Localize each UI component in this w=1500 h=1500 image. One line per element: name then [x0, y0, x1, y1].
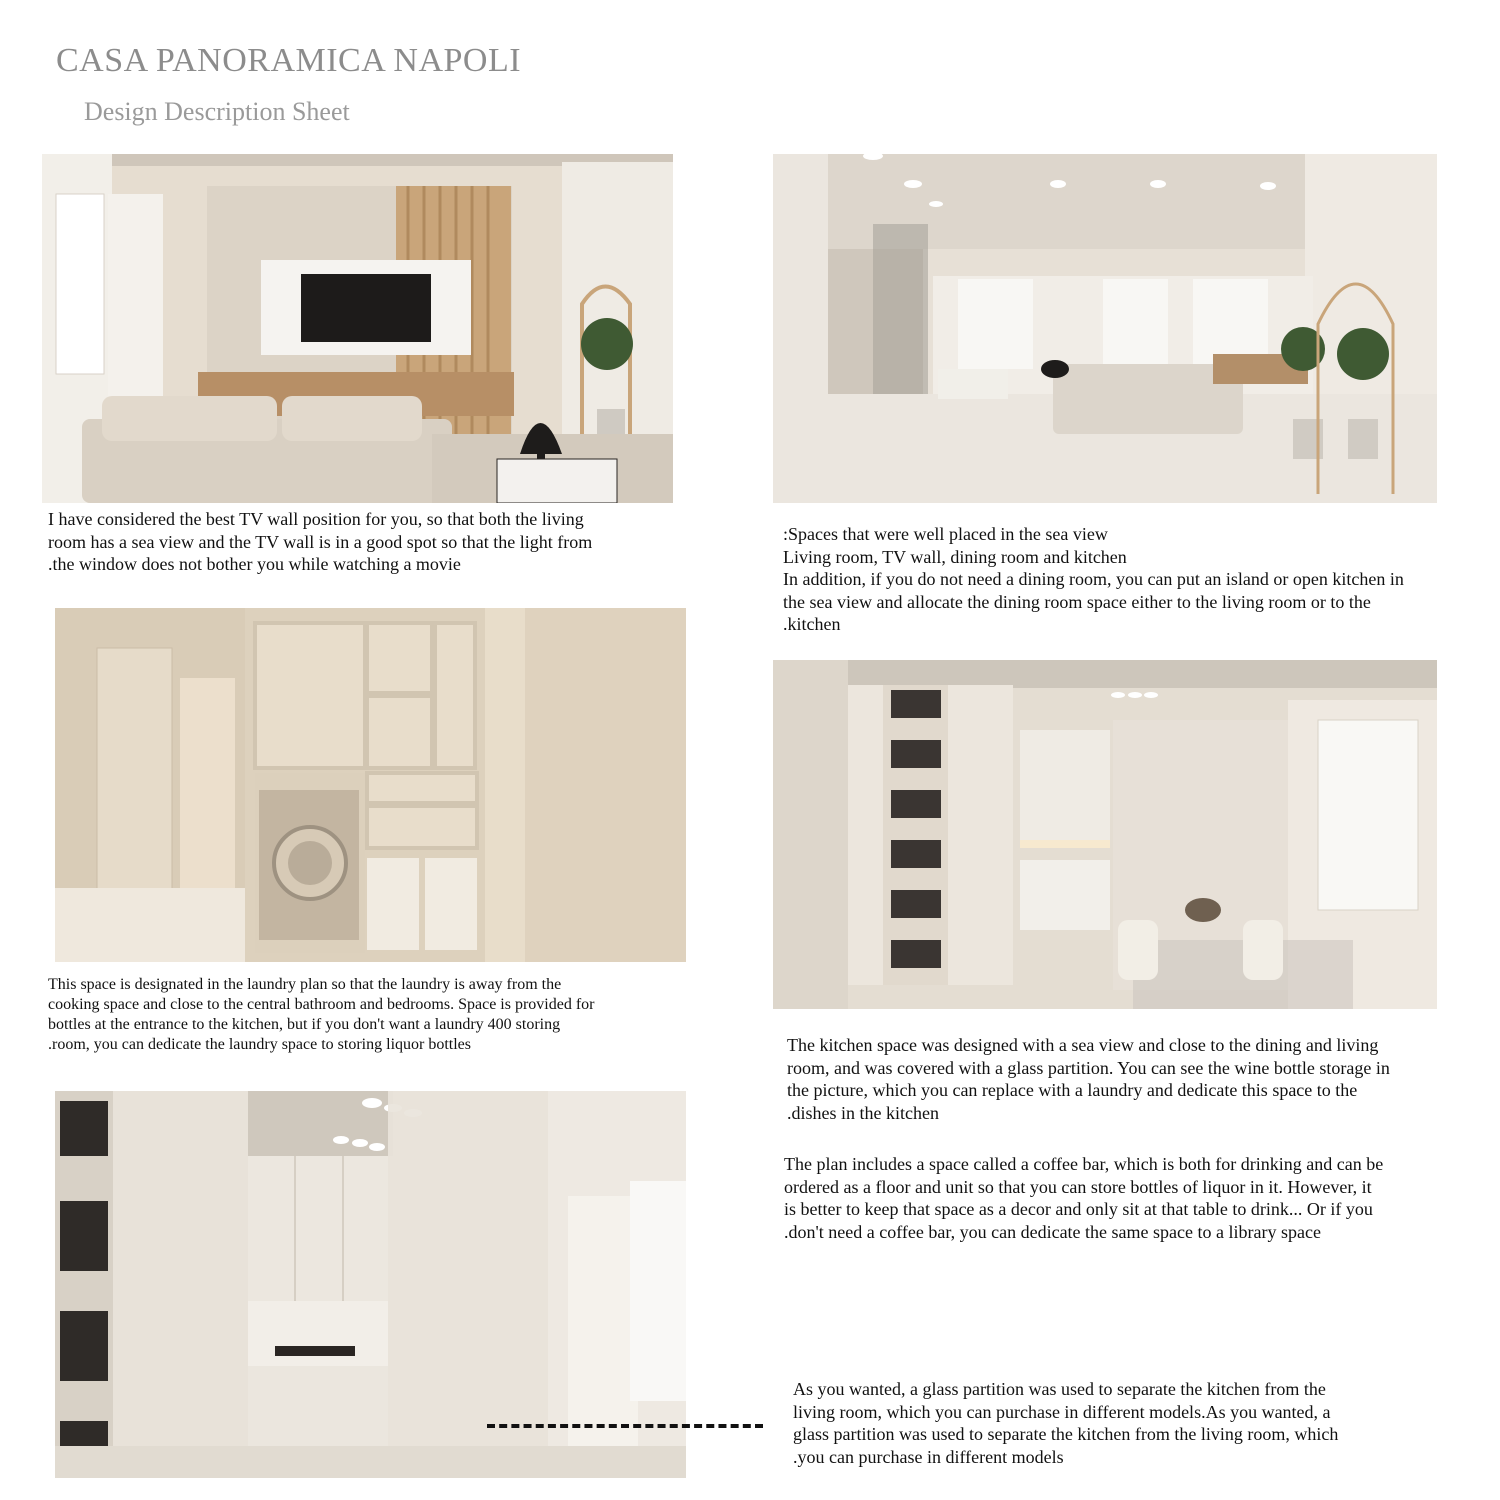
text-line: The plan includes a space called a coffee bar, which is both for drinking and can be: [784, 1154, 1384, 1174]
coffee-bar-description: [784, 1153, 1383, 1243]
text-line: room has a sea view and the TV wall is in a good spot so that the light from: [48, 531, 593, 552]
living-room-tv-wall-render: [42, 154, 673, 503]
text-line: .dishes in the kitchen: [787, 1102, 939, 1123]
text-line: cooking space and close to the central bathroom and bedrooms. Space is provided for: [48, 996, 595, 1013]
sea-view-description: [783, 523, 1404, 636]
text-line: The kitchen space was designed with a sea view and close to the dining and living: [787, 1035, 1379, 1055]
page-subtitle: Design Description Sheet: [84, 97, 350, 126]
text-line: bottles at the entrance to the kitchen, but if you don't want a laundry 400 storing: [48, 1016, 561, 1033]
text-line: ordered as a floor and unit so that you can store bottles of liquor in it. However, it: [784, 1176, 1372, 1197]
text-line: the sea view and allocate the dining room space either to the living room or to the: [783, 591, 1371, 612]
text-line: .room, you can dedicate the laundry space to storing liquor bottles: [48, 1036, 471, 1053]
text-line: the picture, which you can replace with a laundry and dedicate this space to the: [787, 1080, 1358, 1100]
text-line: :Spaces that were well placed in the sea view: [783, 524, 1108, 544]
text-line: Living room, TV wall, dining room and kitchen: [783, 546, 1127, 567]
text-line: This space is designated in the laundry plan so that the laundry is away from the: [48, 976, 562, 993]
text-line: is better to keep that space as a decor and only sit at that table to drink... Or if you: [784, 1199, 1373, 1219]
text-line: glass partition was used to separate the kitchen from the living room, which: [793, 1424, 1339, 1444]
text-line: As you wanted, a glass partition was used to separate the kitchen from the: [793, 1379, 1326, 1399]
laundry-unit-render: [55, 608, 686, 962]
text-line: .the window does not bother you while watching a movie: [48, 554, 461, 574]
text-line: I have considered the best TV wall position for you, so that both the living: [48, 509, 584, 529]
tv-wall-description: [48, 508, 592, 576]
text-line: room, and was covered with a glass partition. You can see the wine bottle storage in: [787, 1057, 1390, 1078]
kitchen-wine-storage-render: [773, 660, 1437, 1009]
glass-partition-description: [793, 1378, 1338, 1468]
kitchen-description: [787, 1034, 1390, 1124]
kitchen-glass-partition-render: [55, 1091, 686, 1478]
page-title: CASA PANORAMICA NAPOLI: [56, 42, 522, 79]
text-line: .kitchen: [783, 614, 841, 634]
text-line: living room, which you can purchase in different models.As you wanted, a: [793, 1401, 1331, 1422]
text-line: In addition, if you do not need a dining room, you can put an island or open kitchen in: [783, 569, 1404, 589]
open-plan-living-dining-render: [773, 154, 1437, 503]
text-line: .you can purchase in different models: [793, 1446, 1064, 1467]
text-line: .don't need a coffee bar, you can dedicate the same space to a library space: [784, 1221, 1321, 1242]
laundry-description: [48, 975, 595, 1055]
dashed-leader-line: [487, 1424, 763, 1428]
